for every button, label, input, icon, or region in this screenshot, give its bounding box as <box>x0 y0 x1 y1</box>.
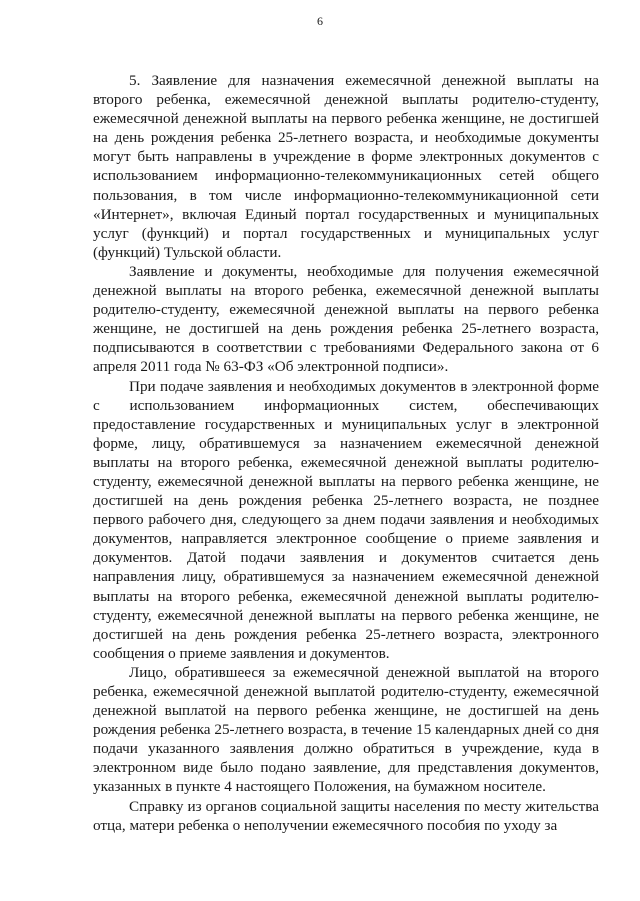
document-body <box>93 71 599 835</box>
paragraph-5: Справку из органов социальной защиты населения по месту жительства отца, матери ребенка о неполучении ежемесячного пособия по уходу за <box>93 797 599 834</box>
paragraph-4: Лицо, обратившееся за ежемесячной денежной выплатой на второго ребенка, ежемесячной денежной выплатой родителю-студенту, ежемесячной денежной выплатой на первого ребенка женщине, не достигшей на день рождения ребенка 25-летнего возраста, в течение 15 календарных дней со дня подачи указанного заявления должно обратиться в учреждение, куда в электронном виде было подано заявление, для представления документов, указанных в пункте 4 настоящего Положения, на бумажном носителе. <box>93 663 599 796</box>
page-number: 6 <box>317 14 323 28</box>
paragraph-2: Заявление и документы, необходимые для получения ежемесячной денежной выплаты на второго ребенка, ежемесячной денежной выплаты родителю-студенту, ежемесячной денежной выплаты на первого ребенка женщине, не достигшей на день рождения ребенка 25-летнего возраста, подписываются в соответствии с требованиями Федерального закона от 6 апреля 2011 года № 63-ФЗ «Об электронной подписи». <box>93 262 599 376</box>
paragraph-1: 5. Заявление для назначения ежемесячной денежной выплаты на второго ребенка, ежемесячной денежной выплаты родителю-студенту, ежемесячной денежной выплаты на первого ребенка женщине, не достигшей на день рождения ребенка 25-летнего возраста, и необходимые документы могут быть направлены в учреждение в форме электронных документов с использованием информационно-телекоммуникационных сетей общего пользования, в том числе информационно-телекоммуникационной сети «Интернет», включая Единый портал государственных и муниципальных услуг (функций) и портал государственных и муниципальных услуг (функций) Тульской области. <box>93 72 599 261</box>
paragraph-3: При подаче заявления и необходимых документов в электронной форме с использованием информационных систем, обеспечивающих предоставление государственных и муниципальных услуг в электронной форме, лицу, обратившемуся за назначением ежемесячной денежной выплаты на второго ребенка, ежемесячной денежной выплаты родителю-студенту, ежемесячной денежной выплаты на первого ребенка женщине, не достигшей на день рождения ребенка 25-летнего возраста, не позднее первого рабочего дня, следующего за днем подачи заявления и необходимых документов, направляется электронное сообщение о приеме заявления и документов. Датой подачи заявления и документов считается день направления лицу, обратившемуся за назначением ежемесячной денежной выплаты на второго ребенка, ежемесячной денежной выплаты родителю-студенту, ежемесячной денежной выплаты на первого ребенка женщине, не достигшей на день рождения ребенка 25-летнего возраста, электронного сообщения о приеме заявления и документов. <box>93 377 599 662</box>
